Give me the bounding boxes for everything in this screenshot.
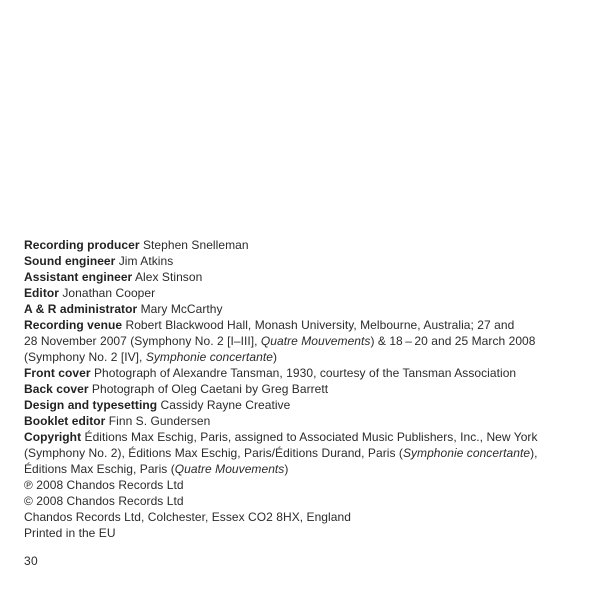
page-number: 30: [24, 554, 38, 568]
credit-text: ): [272, 350, 278, 364]
credit-line: [24, 317, 582, 333]
credit-line: [24, 477, 582, 493]
credit-label: Copyright: [24, 430, 82, 444]
credit-line: [24, 285, 582, 301]
credit-line: [24, 461, 582, 477]
credit-text: Jonathan Cooper: [58, 286, 156, 300]
credit-text: Éditions Max Eschig, Paris, assigned to Associated Music Publishers, Inc., New York: [81, 430, 538, 444]
credit-text: Photograph of Oleg Caetani by Greg Barrett: [88, 382, 329, 396]
credit-line: [24, 429, 582, 445]
credit-label: Back cover: [24, 382, 89, 396]
credit-text: Éditions Max Eschig, Paris (: [24, 462, 175, 476]
credit-line: [24, 269, 582, 285]
credit-text: Stephen Snelleman: [139, 238, 249, 252]
credit-line: [24, 413, 582, 429]
credit-label: Front cover: [24, 366, 91, 380]
credit-line: [24, 445, 582, 461]
credit-text: ),: [530, 446, 538, 460]
credit-label: Booklet editor: [24, 414, 106, 428]
credit-text: © 2008 Chandos Records Ltd: [24, 494, 184, 508]
credit-text: ) & 18 – 20 and 25 March 2008: [370, 334, 536, 348]
credit-line: [24, 525, 582, 541]
credit-text: Symphonie concertante: [402, 446, 531, 460]
credit-text: Finn S. Gundersen: [105, 414, 211, 428]
credit-line: [24, 333, 582, 349]
credit-line: [24, 253, 582, 269]
credit-line: [24, 301, 582, 317]
credit-text: Robert Blackwood Hall, Monash University, Melbourne, Australia; 27 and: [122, 318, 515, 332]
credit-label: Recording producer: [24, 238, 140, 252]
credit-text: ℗ 2008 Chandos Records Ltd: [24, 478, 184, 492]
credit-text: Chandos Records Ltd, Colchester, Essex CO2 8HX, England: [24, 510, 351, 524]
credit-line: [24, 365, 582, 381]
credit-label: A & R administrator: [24, 302, 138, 316]
credit-label: Recording venue: [24, 318, 123, 332]
credit-line: [24, 349, 582, 365]
credit-text: 28 November 2007 (Symphony No. 2 [I–III],: [24, 334, 261, 348]
credit-line: [24, 509, 582, 525]
credit-text: (Symphony No. 2 [IV],: [24, 350, 146, 364]
credit-text: Symphonie concertante: [145, 350, 273, 364]
credit-label: Editor: [24, 286, 59, 300]
credit-label: Design and typesetting: [24, 398, 158, 412]
credit-text: ): [284, 462, 289, 476]
credit-text: Jim Atkins: [115, 254, 174, 268]
credit-text: Printed in the EU: [24, 526, 116, 540]
credit-text: Photograph of Alexandre Tansman, 1930, courtesy of the Tansman Association: [90, 366, 517, 380]
credit-text: Quatre Mouvements: [174, 462, 285, 476]
credit-label: Sound engineer: [24, 254, 116, 268]
credit-line: [24, 381, 582, 397]
credit-text: Cassidy Rayne Creative: [157, 398, 291, 412]
credit-label: Assistant engineer: [24, 270, 133, 284]
credit-line: [24, 493, 582, 509]
credit-text: Alex Stinson: [132, 270, 203, 284]
credit-line: [24, 397, 582, 413]
credit-text: Mary McCarthy: [137, 302, 223, 316]
credit-text: (Symphony No. 2), Éditions Max Eschig, Paris/Éditions Durand, Paris (: [24, 446, 403, 460]
credits-block: [24, 237, 582, 541]
credit-text: Quatre Mouvements: [260, 334, 371, 348]
credit-line: [24, 237, 582, 253]
